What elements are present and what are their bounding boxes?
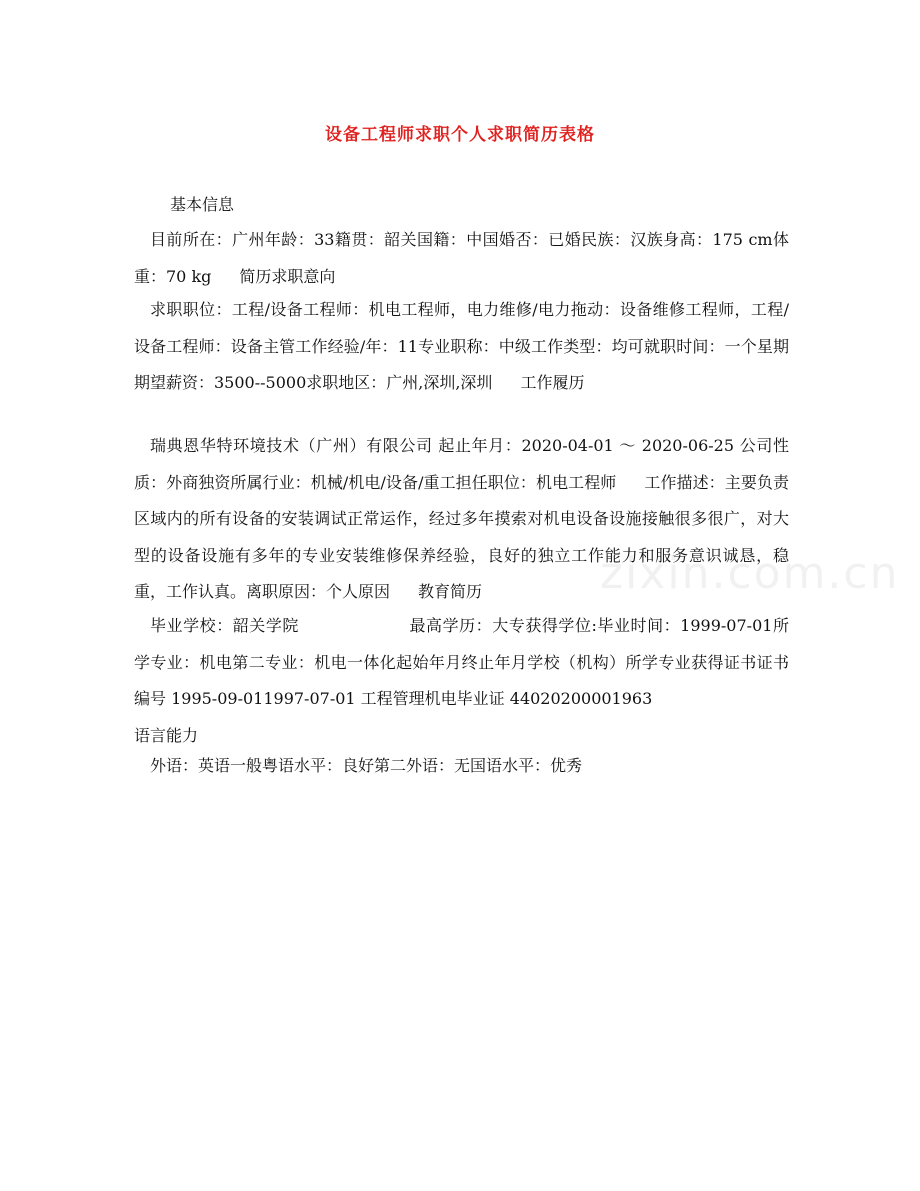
job-intent-text: 求职职位：工程/设备工程师：机电工程师，电力维修/电力拖动：设备维修工程师，工程/设备工程师：设备主管工作经验/年：11专业职称：中级工作类型：均可就职时间：一个星期期望薪资：3500--5000求职地区：广州,深圳,深圳 [134, 300, 789, 392]
work-desc-text: 主要负责区域内的所有设备的安装调试正常运作，经过多年摸索对机电设备设施接触很多很广，对大型的设备设施有多年的专业安装维修保养经验，良好的独立工作能力和服务意识诚恳，稳重，工作认真。离职原因：个人原因 [134, 472, 789, 601]
job-intent-paragraph [134, 292, 789, 402]
section-work-heading: 工作履历 [520, 373, 585, 392]
work-desc-label: 工作描述： [644, 472, 725, 492]
document-title: 设备工程师求职个人求职简历表格 [325, 125, 595, 145]
section-intent-heading: 简历求职意向 [239, 266, 336, 286]
section-lang-heading: 语言能力 [134, 725, 199, 745]
language-text: 外语：英语一般粤语水平：良好第二外语：无国语水平：优秀 [150, 756, 583, 775]
basic-info-text: 目前所在：广州年龄：33籍贯：韶关国籍：中国婚否：已婚民族：汉族身高：175 cm体重：70 kg [134, 230, 789, 286]
education-paragraph [134, 608, 789, 754]
watermark: zixin.com.cn [600, 548, 900, 599]
school-text: 毕业学校：韶关学院 [150, 616, 299, 635]
work-history-text: 瑞典恩华特环境技术（广州）有限公司 起止年月：2020-04-01 ～ 2020-06-25 公司性质：外商独资所属行业：机械/机电/设备/重工担任职位：机电工程师 [134, 436, 789, 492]
section-basic-info-heading: 基本信息 [170, 195, 235, 214]
edu-detail-text: 最高学历：大专获得学位:毕业时间：1999-07-01所学专业：机电第二专业：机电一体化起始年月终止年月学校（机构）所学专业获得证书证书编号 1995-09-011997-07-01 工程管理机电毕业证 44020200001963 [134, 616, 789, 708]
language-paragraph [134, 748, 789, 785]
basic-info-paragraph [134, 222, 789, 295]
section-edu-heading: 教育简历 [418, 582, 483, 601]
